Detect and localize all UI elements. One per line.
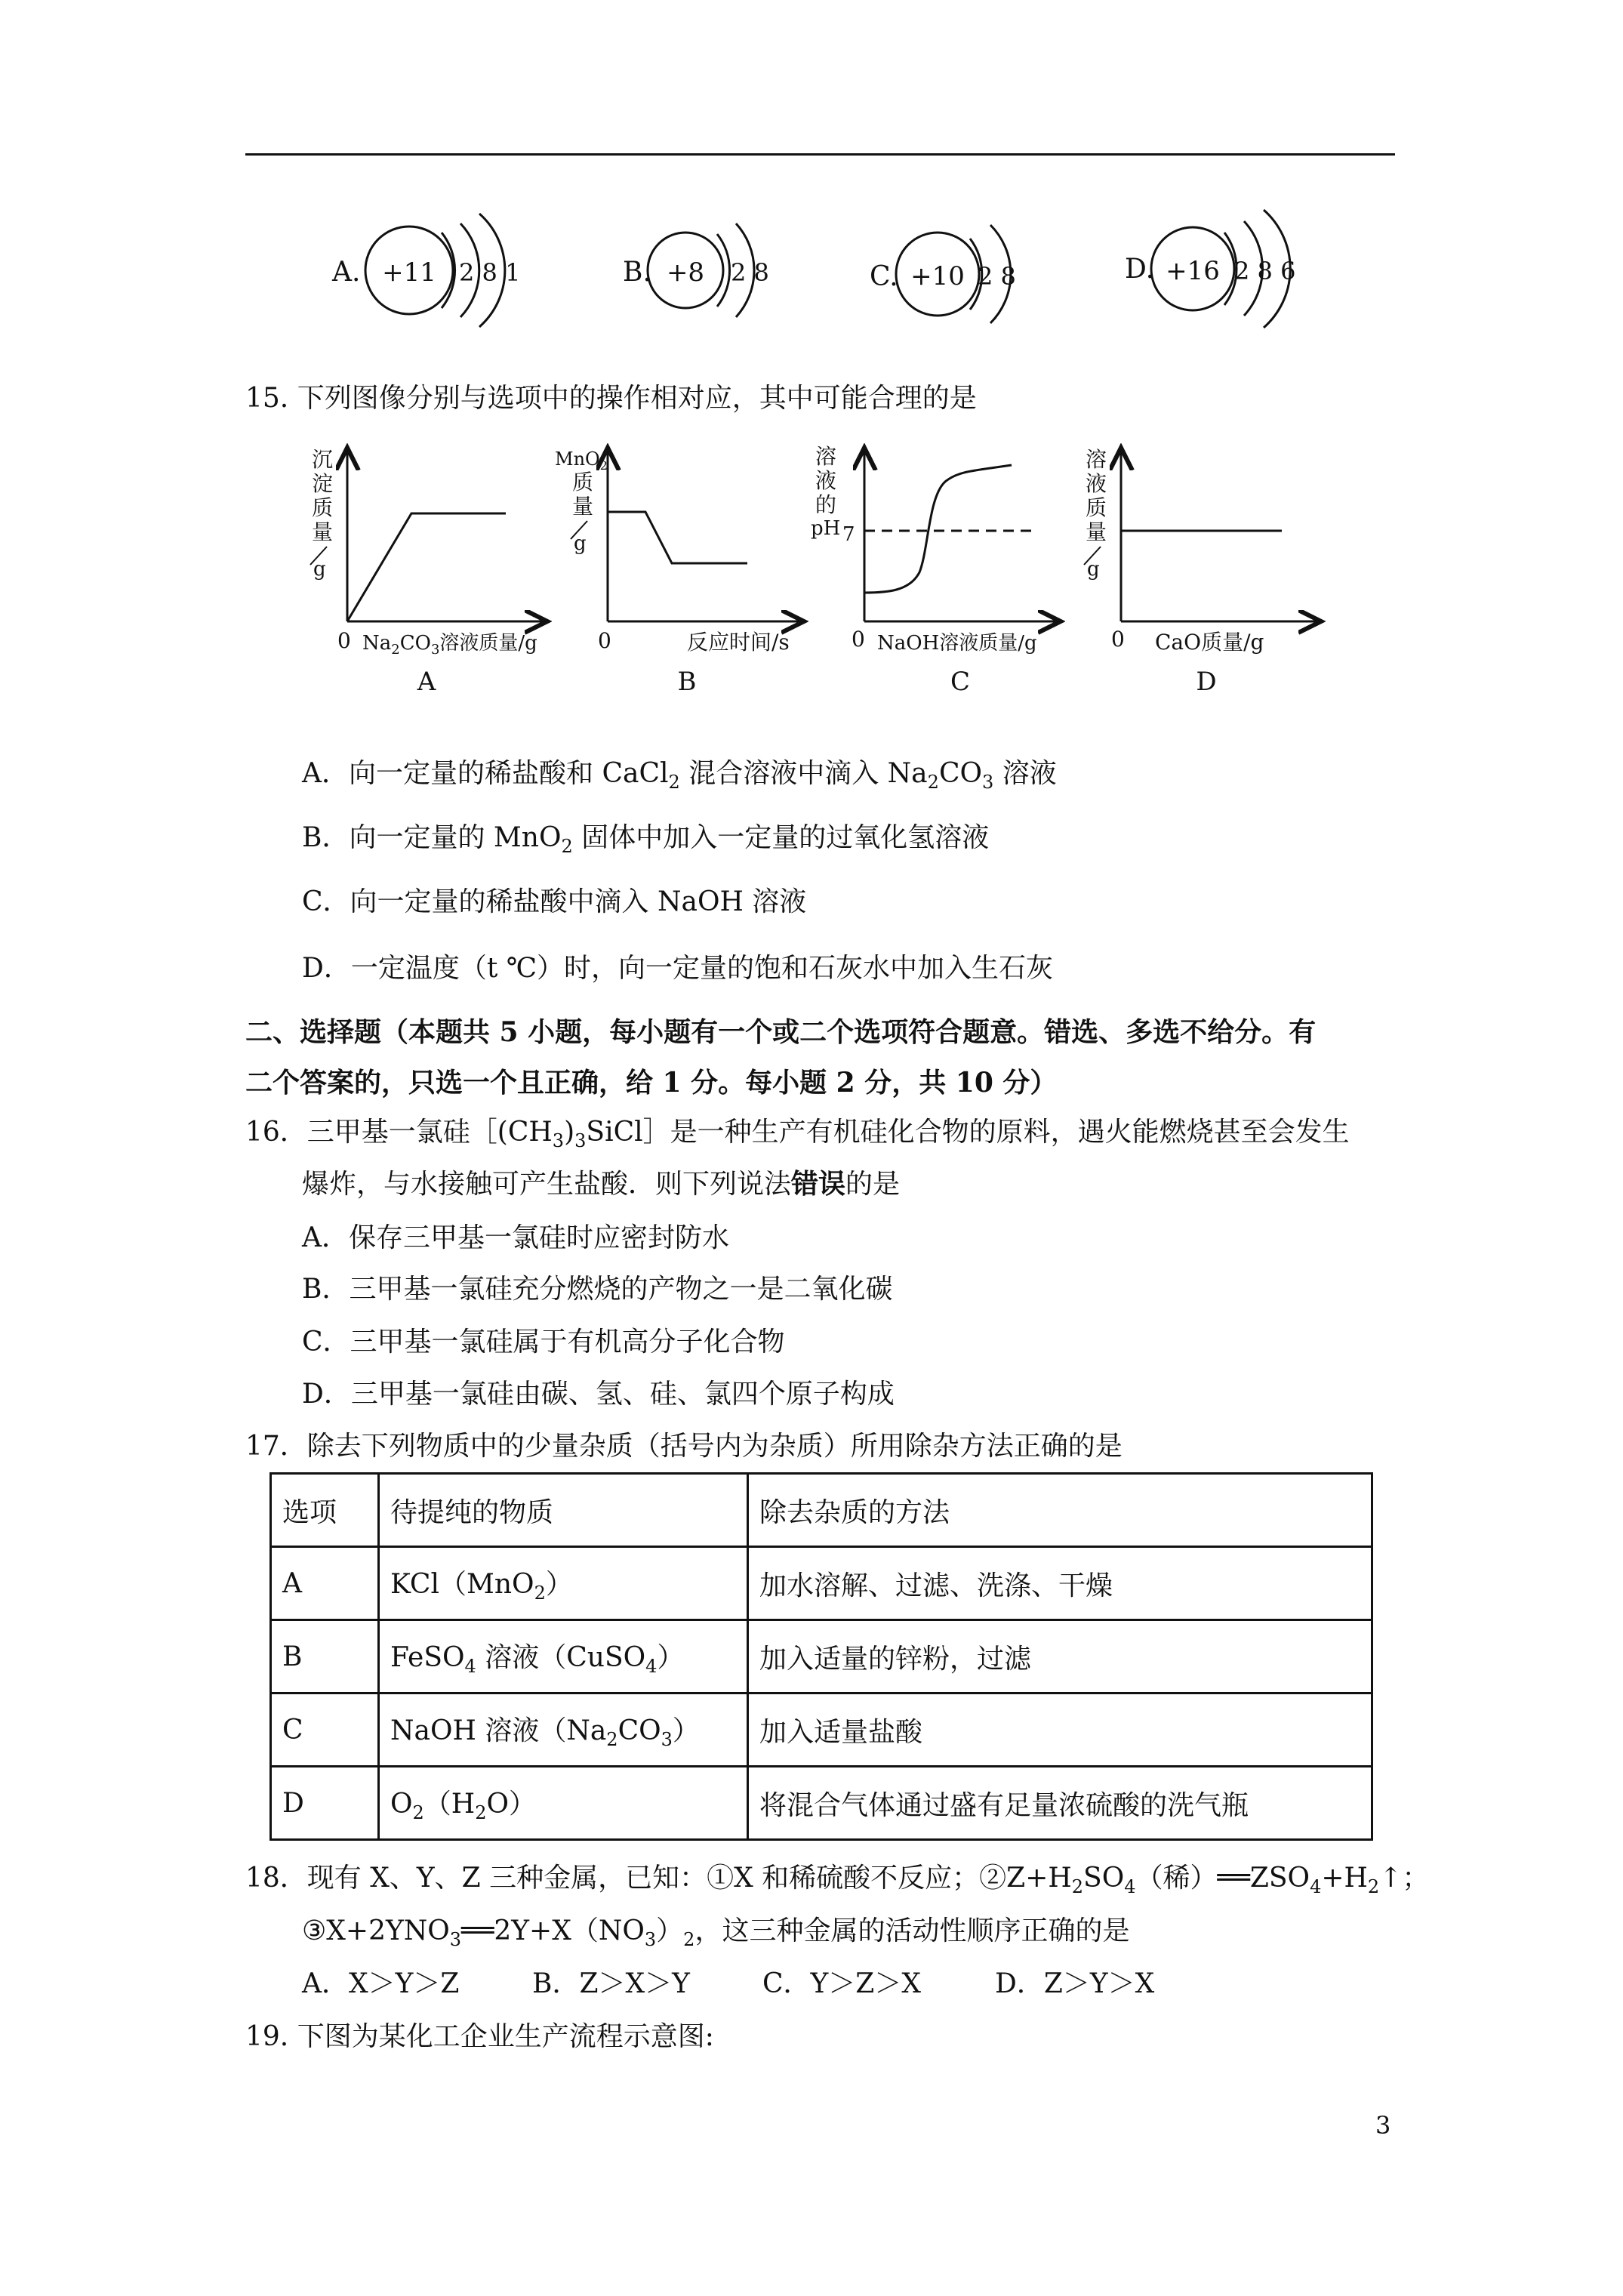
- table-header-cell: 选项: [271, 1474, 379, 1547]
- svg-text:的: 的: [815, 492, 837, 517]
- atom-diagrams: [325, 202, 1321, 353]
- x-label: $Na_2CO_3$溶液质量/g: [362, 632, 537, 658]
- q18-stem-line1: 18．现有 X、Y、Z 三种金属，已知：①X 和稀硫酸不反应；$②Z+H_2SO_4$（稀）$══ZSO_4+H_2↑$；: [245, 1863, 1430, 1897]
- q16-stem-line2: 爆炸，与水接触可产生盐酸．则下列说法错误的是: [302, 1168, 901, 1200]
- q16-option-b: B．三甲基一氯硅充分燃烧的产物之一是二氧化碳: [302, 1274, 893, 1305]
- table-row: [271, 1767, 1372, 1840]
- table-cell-substance: KCl（MnO$_2$）: [379, 1547, 748, 1620]
- x-label: 反应时间/s: [687, 630, 790, 655]
- table-header-row: [271, 1474, 1372, 1547]
- atom-nucleus: +16: [1166, 256, 1220, 286]
- svg-text:溶: 溶: [815, 444, 837, 469]
- svg-text:溶: 溶: [1086, 447, 1107, 472]
- svg-text:pH: pH: [811, 517, 841, 540]
- x-label: NaOH溶液质量/g: [877, 632, 1037, 655]
- atom-letter: C.: [870, 261, 898, 292]
- atom-d: [1125, 210, 1295, 328]
- graph-d: [1084, 447, 1321, 697]
- atom-nucleus: +10: [910, 261, 965, 291]
- table-row: [271, 1547, 1372, 1620]
- header-rule: [245, 153, 1395, 156]
- table-cell-method: 加水溶解、过滤、洗涤、干燥: [748, 1547, 1372, 1620]
- q15-stem: 15. 下列图像分别与选项中的操作相对应，其中可能合理的是: [245, 383, 977, 414]
- origin-label: 0: [852, 627, 865, 652]
- q15-graphs: [298, 436, 1355, 708]
- svg-text:质: 质: [572, 470, 594, 495]
- y-label-top: MnO$_2$: [555, 448, 608, 473]
- q15-option-d: D．一定温度（t ℃）时，向一定量的饱和石灰水中加入生石灰: [302, 953, 1054, 984]
- table-cell-substance: NaOH 溶液$(Na_2CO_3)$: [379, 1693, 748, 1767]
- origin-label: 0: [337, 628, 351, 653]
- origin-label: 0: [598, 628, 611, 653]
- graph-caption: A: [417, 667, 436, 697]
- atom-letter: D.: [1125, 254, 1155, 285]
- table-cell-option: C: [271, 1693, 379, 1767]
- q16-option-c: C．三甲基一氯硅属于有机高分子化合物: [302, 1327, 785, 1358]
- y-label-char: 沉: [312, 447, 334, 472]
- table-header-cell: 除去杂质的方法: [748, 1474, 1372, 1547]
- svg-text:量: 量: [572, 494, 594, 519]
- svg-text:量: 量: [312, 519, 334, 544]
- q19-stem: 19. 下图为某化工企业生产流程示意图:: [245, 2021, 714, 2052]
- table-row: [271, 1620, 1372, 1693]
- atom-a: [331, 214, 520, 327]
- graph-b: [555, 448, 804, 697]
- table-cell-method: 加入适量盐酸: [748, 1693, 1372, 1767]
- q18-option-d: D．Z＞Y＞X: [995, 1968, 1155, 1999]
- graph-a: [310, 447, 547, 697]
- table-cell-method: 加入适量的锌粉，过滤: [748, 1620, 1372, 1693]
- atom-nucleus: +11: [382, 257, 436, 288]
- atom-shells: 2 8: [978, 262, 1016, 291]
- table-row: [271, 1693, 1372, 1767]
- q15-option-c: C．向一定量的稀盐酸中滴入 NaOH 溶液: [302, 886, 807, 917]
- svg-text:g: g: [1087, 558, 1100, 581]
- graph-caption: D: [1196, 667, 1217, 697]
- table-cell-substance: $O_2(H_2O)$: [379, 1767, 748, 1840]
- table-header-cell: 待提纯的物质: [379, 1474, 748, 1547]
- curve-b: [608, 512, 747, 563]
- atom-letter: B.: [623, 257, 651, 288]
- graph-c: [811, 444, 1061, 697]
- ph-tick-label: 7: [842, 523, 855, 546]
- x-label: CaO质量/g: [1155, 630, 1264, 655]
- svg-text:质: 质: [312, 495, 334, 520]
- atom-letter: A.: [332, 257, 361, 288]
- atom-shells: 2 8 1: [459, 258, 521, 287]
- atom-b: [623, 223, 769, 317]
- svg-text:液: 液: [815, 468, 837, 493]
- q18-stem-line2: $③X+2YNO_3══2Y+X(NO_3)_2$，这三种金属的活动性顺序正确的是: [302, 1915, 1130, 1950]
- q16-stem-line1: 16．三甲基一氯硅$[(CH_3)_3SiCl]$是一种生产有机硅化合物的原料，遇火能燃烧甚至会发生: [245, 1117, 1350, 1151]
- q18-option-b: B．Z＞X＞Y: [532, 1968, 690, 1999]
- curve-a: [347, 513, 506, 621]
- svg-text:质: 质: [1086, 495, 1107, 520]
- section2-heading-line2: 二个答案的，只选一个且正确，给 1 分。每小题 2 分，共 10 分）: [245, 1067, 1058, 1099]
- table-cell-option: A: [271, 1547, 379, 1620]
- q15-option-b: B．向一定量的 MnO$_2$ 固体中加入一定量的过氧化氢溶液: [302, 822, 990, 857]
- curve-c: [864, 465, 1012, 593]
- q18-option-c: C．Y＞Z＞X: [762, 1968, 921, 1999]
- origin-label: 0: [1111, 627, 1125, 652]
- q15-option-a: A．向一定量的稀盐酸和 CaCl$_2$ 混合溶液中滴入 $Na_2CO_3$ 溶液: [302, 758, 1057, 793]
- q18-option-a: A．X＞Y＞Z: [302, 1968, 460, 1999]
- q17-table: [269, 1472, 1373, 1841]
- table-cell-method: 将混合气体通过盛有足量浓硫酸的洗气瓶: [748, 1767, 1372, 1840]
- q16-option-a: A．保存三甲基一氯硅时应密封防水: [302, 1222, 729, 1253]
- atom-nucleus: +8: [666, 257, 705, 288]
- table-cell-substance: FeSO$_4$ 溶液（CuSO$_4$）: [379, 1620, 748, 1693]
- svg-text:g: g: [574, 532, 587, 555]
- section2-heading-line1: 二、选择题（本题共 5 小题，每小题有一个或二个选项符合题意。错选、多选不给分。有: [245, 1016, 1317, 1048]
- table-cell-option: D: [271, 1767, 379, 1840]
- graph-caption: C: [950, 667, 971, 697]
- svg-text:淀: 淀: [312, 471, 334, 496]
- atom-shells: 2 8: [731, 258, 769, 287]
- svg-text:量: 量: [1086, 519, 1107, 544]
- table-cell-option: B: [271, 1620, 379, 1693]
- atom-c: [870, 225, 1016, 323]
- svg-text:g: g: [313, 558, 326, 581]
- atom-shells: 2 8 6: [1234, 257, 1296, 285]
- svg-text:液: 液: [1086, 471, 1107, 496]
- page-number: 3: [1375, 2111, 1391, 2140]
- q16-option-d: D．三甲基一氯硅由碳、氢、硅、氯四个原子构成: [302, 1379, 895, 1410]
- q17-stem: 17．除去下列物质中的少量杂质（括号内为杂质）所用除杂方法正确的是: [245, 1431, 1123, 1462]
- graph-caption: B: [677, 667, 697, 697]
